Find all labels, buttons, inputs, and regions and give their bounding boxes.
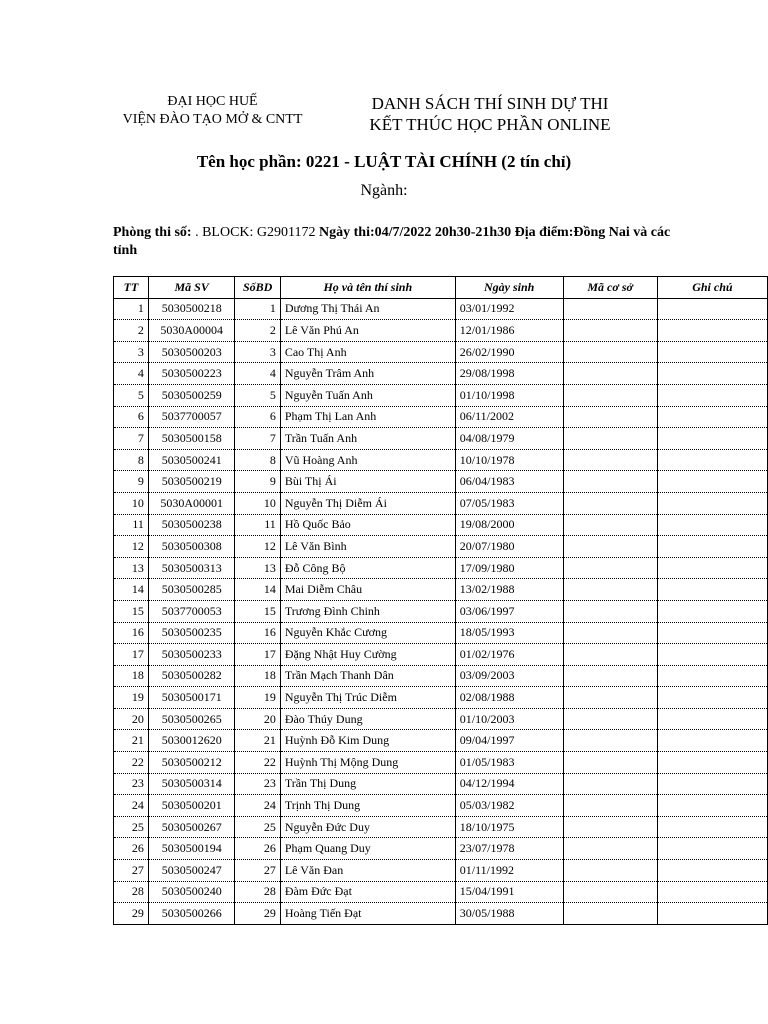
cell-birth-date: 03/09/2003 — [455, 665, 563, 687]
cell-student-id: 5030500240 — [148, 881, 235, 903]
cell-birth-date: 10/10/1978 — [455, 449, 563, 471]
cell-full-name: Lê Văn Bình — [280, 536, 455, 558]
cell-student-id: 5030500265 — [148, 708, 235, 730]
table-row — [114, 536, 768, 558]
cell-notes — [657, 341, 767, 363]
table-row — [114, 579, 768, 601]
cell-notes — [657, 752, 767, 774]
table-row — [114, 622, 768, 644]
table-row — [114, 816, 768, 838]
cell-tt: 9 — [114, 471, 149, 493]
cell-seat-number: 15 — [235, 600, 280, 622]
cell-tt: 12 — [114, 536, 149, 558]
cell-campus-code — [563, 384, 657, 406]
cell-seat-number: 17 — [235, 644, 280, 666]
cell-birth-date: 06/11/2002 — [455, 406, 563, 428]
cell-student-id: 5030500308 — [148, 536, 235, 558]
cell-birth-date: 26/02/1990 — [455, 341, 563, 363]
cell-campus-code — [563, 341, 657, 363]
cell-notes — [657, 536, 767, 558]
cell-tt: 20 — [114, 708, 149, 730]
cell-campus-code — [563, 622, 657, 644]
cell-birth-date: 06/04/1983 — [455, 471, 563, 493]
cell-campus-code — [563, 514, 657, 536]
cell-notes — [657, 514, 767, 536]
cell-tt: 8 — [114, 449, 149, 471]
col-header-campus-code: Mã cơ sở — [563, 277, 657, 299]
cell-campus-code — [563, 752, 657, 774]
cell-full-name: Trần Mạch Thanh Dân — [280, 665, 455, 687]
cell-seat-number: 27 — [235, 860, 280, 882]
cell-tt: 14 — [114, 579, 149, 601]
student-rows — [114, 298, 768, 924]
cell-birth-date: 20/07/1980 — [455, 536, 563, 558]
cell-full-name: Lê Văn Đan — [280, 860, 455, 882]
col-header-full-name: Họ và tên thí sinh — [280, 277, 455, 299]
cell-tt: 23 — [114, 773, 149, 795]
cell-campus-code — [563, 838, 657, 860]
cell-student-id: 5030500218 — [148, 298, 235, 320]
cell-student-id: 5030500203 — [148, 341, 235, 363]
cell-notes — [657, 320, 767, 342]
cell-seat-number: 14 — [235, 579, 280, 601]
table-row — [114, 881, 768, 903]
university-name: ĐẠI HỌC HUẾ — [167, 94, 258, 109]
cell-full-name: Cao Thị Anh — [280, 341, 455, 363]
cell-full-name: Đặng Nhật Huy Cường — [280, 644, 455, 666]
cell-campus-code — [563, 665, 657, 687]
cell-campus-code — [563, 816, 657, 838]
cell-notes — [657, 644, 767, 666]
cell-tt: 29 — [114, 903, 149, 925]
cell-birth-date: 01/11/1992 — [455, 860, 563, 882]
cell-tt: 4 — [114, 363, 149, 385]
cell-tt: 15 — [114, 600, 149, 622]
cell-campus-code — [563, 449, 657, 471]
cell-full-name: Đỗ Công Bộ — [280, 557, 455, 579]
cell-tt: 26 — [114, 838, 149, 860]
cell-student-id: 5037700053 — [148, 600, 235, 622]
col-header-tt: TT — [114, 277, 149, 299]
cell-seat-number: 29 — [235, 903, 280, 925]
cell-tt: 19 — [114, 687, 149, 709]
title-line-1: DANH SÁCH THÍ SINH DỰ THI — [371, 94, 609, 113]
cell-tt: 17 — [114, 644, 149, 666]
cell-tt: 28 — [114, 881, 149, 903]
cell-birth-date: 30/05/1988 — [455, 903, 563, 925]
cell-birth-date: 23/07/1978 — [455, 838, 563, 860]
cell-full-name: Nguyễn Thị Trúc Diễm — [280, 687, 455, 709]
table-row — [114, 838, 768, 860]
cell-tt: 5 — [114, 384, 149, 406]
cell-student-id: 5030500233 — [148, 644, 235, 666]
col-header-notes: Ghi chú — [657, 277, 767, 299]
table-row — [114, 449, 768, 471]
col-header-student-id: Mã SV — [148, 277, 235, 299]
table-row — [114, 860, 768, 882]
institute-name: VIỆN ĐÀO TẠO MỞ & CNTT — [122, 112, 303, 127]
col-header-birth-date: Ngày sinh — [455, 277, 563, 299]
header-left — [100, 93, 325, 129]
cell-full-name: Nguyễn Khắc Cương — [280, 622, 455, 644]
cell-notes — [657, 557, 767, 579]
table-row — [114, 384, 768, 406]
cell-birth-date: 18/05/1993 — [455, 622, 563, 644]
cell-campus-code — [563, 557, 657, 579]
cell-tt: 7 — [114, 428, 149, 450]
cell-birth-date: 01/05/1983 — [455, 752, 563, 774]
cell-birth-date: 19/08/2000 — [455, 514, 563, 536]
table-row — [114, 752, 768, 774]
table-row — [114, 492, 768, 514]
room-label: Phòng thi số: — [113, 225, 192, 240]
cell-full-name: Nguyễn Trâm Anh — [280, 363, 455, 385]
cell-notes — [657, 860, 767, 882]
cell-notes — [657, 881, 767, 903]
cell-tt: 10 — [114, 492, 149, 514]
cell-student-id: 5030500212 — [148, 752, 235, 774]
table-row — [114, 428, 768, 450]
cell-campus-code — [563, 320, 657, 342]
cell-student-id: 5030A00004 — [148, 320, 235, 342]
cell-notes — [657, 795, 767, 817]
cell-notes — [657, 428, 767, 450]
cell-student-id: 5030500282 — [148, 665, 235, 687]
cell-full-name: Phạm Quang Duy — [280, 838, 455, 860]
cell-campus-code — [563, 860, 657, 882]
cell-notes — [657, 903, 767, 925]
table-row — [114, 406, 768, 428]
cell-campus-code — [563, 471, 657, 493]
cell-campus-code — [563, 579, 657, 601]
cell-student-id: 5030012620 — [148, 730, 235, 752]
table-row — [114, 730, 768, 752]
cell-birth-date: 04/08/1979 — [455, 428, 563, 450]
cell-student-id: 5030500259 — [148, 384, 235, 406]
cell-campus-code — [563, 298, 657, 320]
cell-notes — [657, 665, 767, 687]
cell-seat-number: 9 — [235, 471, 280, 493]
cell-student-id: 5030500285 — [148, 579, 235, 601]
cell-notes — [657, 730, 767, 752]
cell-birth-date: 12/01/1986 — [455, 320, 563, 342]
cell-full-name: Hồ Quốc Bảo — [280, 514, 455, 536]
table-row — [114, 773, 768, 795]
cell-student-id: 5030500238 — [148, 514, 235, 536]
cell-notes — [657, 406, 767, 428]
cell-student-id: 5030500171 — [148, 687, 235, 709]
cell-seat-number: 20 — [235, 708, 280, 730]
cell-campus-code — [563, 795, 657, 817]
cell-full-name: Nguyễn Tuấn Anh — [280, 384, 455, 406]
cell-seat-number: 19 — [235, 687, 280, 709]
table-row — [114, 795, 768, 817]
table-row — [114, 557, 768, 579]
location-value: Đồng Nai và các tỉnh — [113, 225, 671, 258]
cell-full-name: Hoàng Tiến Đạt — [280, 903, 455, 925]
cell-campus-code — [563, 881, 657, 903]
cell-full-name: Vũ Hoàng Anh — [280, 449, 455, 471]
exam-info — [113, 224, 673, 260]
cell-full-name: Phạm Thị Lan Anh — [280, 406, 455, 428]
cell-birth-date: 29/08/1998 — [455, 363, 563, 385]
cell-student-id: 5030500313 — [148, 557, 235, 579]
cell-full-name: Trịnh Thị Dung — [280, 795, 455, 817]
cell-seat-number: 26 — [235, 838, 280, 860]
cell-seat-number: 3 — [235, 341, 280, 363]
cell-campus-code — [563, 406, 657, 428]
document-title — [340, 93, 640, 135]
cell-student-id: 5030500219 — [148, 471, 235, 493]
course-title: Tên học phần: 0221 - LUẬT TÀI CHÍNH (2 tín chỉ) — [196, 152, 572, 171]
cell-seat-number: 6 — [235, 406, 280, 428]
cell-student-id: 5030500223 — [148, 363, 235, 385]
cell-tt: 2 — [114, 320, 149, 342]
cell-full-name: Bùi Thị Ái — [280, 471, 455, 493]
cell-full-name: Huỳnh Thị Mộng Dung — [280, 752, 455, 774]
cell-campus-code — [563, 536, 657, 558]
cell-tt: 24 — [114, 795, 149, 817]
table-row — [114, 687, 768, 709]
cell-seat-number: 13 — [235, 557, 280, 579]
cell-notes — [657, 449, 767, 471]
cell-campus-code — [563, 687, 657, 709]
cell-tt: 27 — [114, 860, 149, 882]
cell-full-name: Lê Văn Phú An — [280, 320, 455, 342]
col-header-seat-number: SốBD — [235, 277, 280, 299]
cell-notes — [657, 471, 767, 493]
table-row — [114, 320, 768, 342]
cell-notes — [657, 708, 767, 730]
title-line-2: KẾT THÚC HỌC PHẦN ONLINE — [369, 115, 611, 134]
cell-student-id: 5030500247 — [148, 860, 235, 882]
cell-campus-code — [563, 363, 657, 385]
cell-notes — [657, 773, 767, 795]
cell-seat-number: 12 — [235, 536, 280, 558]
cell-notes — [657, 816, 767, 838]
cell-seat-number: 25 — [235, 816, 280, 838]
cell-student-id: 5030500267 — [148, 816, 235, 838]
cell-notes — [657, 384, 767, 406]
cell-notes — [657, 838, 767, 860]
cell-campus-code — [563, 903, 657, 925]
cell-student-id: 5030500158 — [148, 428, 235, 450]
cell-student-id: 5030500314 — [148, 773, 235, 795]
cell-seat-number: 10 — [235, 492, 280, 514]
cell-student-id: 5030500194 — [148, 838, 235, 860]
cell-notes — [657, 600, 767, 622]
cell-full-name: Dương Thị Thái An — [280, 298, 455, 320]
cell-full-name: Nguyễn Thị Diễm Ái — [280, 492, 455, 514]
location-label: Địa điểm: — [514, 225, 574, 240]
cell-full-name: Đàm Đức Đạt — [280, 881, 455, 903]
major-label: Ngành: — [360, 182, 408, 199]
cell-birth-date: 15/04/1991 — [455, 881, 563, 903]
cell-birth-date: 05/03/1982 — [455, 795, 563, 817]
cell-seat-number: 5 — [235, 384, 280, 406]
cell-full-name: Huỳnh Đỗ Kim Dung — [280, 730, 455, 752]
cell-student-id: 5030A00001 — [148, 492, 235, 514]
cell-full-name: Đào Thúy Dung — [280, 708, 455, 730]
cell-seat-number: 2 — [235, 320, 280, 342]
cell-birth-date: 03/06/1997 — [455, 600, 563, 622]
student-table — [113, 276, 768, 925]
cell-campus-code — [563, 773, 657, 795]
cell-tt: 22 — [114, 752, 149, 774]
table-row — [114, 363, 768, 385]
cell-seat-number: 23 — [235, 773, 280, 795]
cell-seat-number: 18 — [235, 665, 280, 687]
table-row — [114, 903, 768, 925]
table-row — [114, 298, 768, 320]
cell-campus-code — [563, 730, 657, 752]
table-row — [114, 708, 768, 730]
cell-birth-date: 17/09/1980 — [455, 557, 563, 579]
cell-birth-date: 09/04/1997 — [455, 730, 563, 752]
cell-birth-date: 04/12/1994 — [455, 773, 563, 795]
cell-notes — [657, 298, 767, 320]
table-row — [114, 514, 768, 536]
date-value: 04/7/2022 20h30-21h30 — [374, 225, 512, 240]
cell-seat-number: 4 — [235, 363, 280, 385]
table-row — [114, 665, 768, 687]
cell-tt: 6 — [114, 406, 149, 428]
cell-student-id: 5030500241 — [148, 449, 235, 471]
cell-tt: 11 — [114, 514, 149, 536]
cell-campus-code — [563, 708, 657, 730]
cell-birth-date: 01/10/2003 — [455, 708, 563, 730]
cell-seat-number: 11 — [235, 514, 280, 536]
table-row — [114, 644, 768, 666]
cell-tt: 25 — [114, 816, 149, 838]
cell-campus-code — [563, 428, 657, 450]
cell-seat-number: 22 — [235, 752, 280, 774]
cell-notes — [657, 363, 767, 385]
cell-student-id: 5037700057 — [148, 406, 235, 428]
table-row — [114, 471, 768, 493]
cell-tt: 1 — [114, 298, 149, 320]
date-label: Ngày thi: — [319, 225, 375, 240]
cell-birth-date: 02/08/1988 — [455, 687, 563, 709]
cell-tt: 16 — [114, 622, 149, 644]
cell-seat-number: 8 — [235, 449, 280, 471]
cell-seat-number: 24 — [235, 795, 280, 817]
cell-birth-date: 01/10/1998 — [455, 384, 563, 406]
cell-birth-date: 07/05/1983 — [455, 492, 563, 514]
cell-student-id: 5030500266 — [148, 903, 235, 925]
cell-seat-number: 16 — [235, 622, 280, 644]
table-row — [114, 600, 768, 622]
room-value: . BLOCK: G2901172 — [191, 225, 320, 240]
cell-full-name: Trần Thị Dung — [280, 773, 455, 795]
cell-tt: 3 — [114, 341, 149, 363]
cell-full-name: Trương Đình Chinh — [280, 600, 455, 622]
cell-seat-number: 21 — [235, 730, 280, 752]
cell-tt: 21 — [114, 730, 149, 752]
cell-seat-number: 1 — [235, 298, 280, 320]
cell-birth-date: 01/02/1976 — [455, 644, 563, 666]
cell-notes — [657, 492, 767, 514]
table-header-row — [114, 277, 768, 299]
cell-seat-number: 28 — [235, 881, 280, 903]
cell-notes — [657, 622, 767, 644]
cell-full-name: Mai Diễm Châu — [280, 579, 455, 601]
cell-notes — [657, 687, 767, 709]
cell-birth-date: 18/10/1975 — [455, 816, 563, 838]
cell-campus-code — [563, 492, 657, 514]
cell-tt: 13 — [114, 557, 149, 579]
cell-notes — [657, 579, 767, 601]
cell-full-name: Nguyễn Đức Duy — [280, 816, 455, 838]
cell-birth-date: 03/01/1992 — [455, 298, 563, 320]
cell-student-id: 5030500235 — [148, 622, 235, 644]
cell-campus-code — [563, 600, 657, 622]
cell-seat-number: 7 — [235, 428, 280, 450]
cell-student-id: 5030500201 — [148, 795, 235, 817]
cell-birth-date: 13/02/1988 — [455, 579, 563, 601]
cell-full-name: Trần Tuấn Anh — [280, 428, 455, 450]
table-row — [114, 341, 768, 363]
cell-campus-code — [563, 644, 657, 666]
cell-tt: 18 — [114, 665, 149, 687]
